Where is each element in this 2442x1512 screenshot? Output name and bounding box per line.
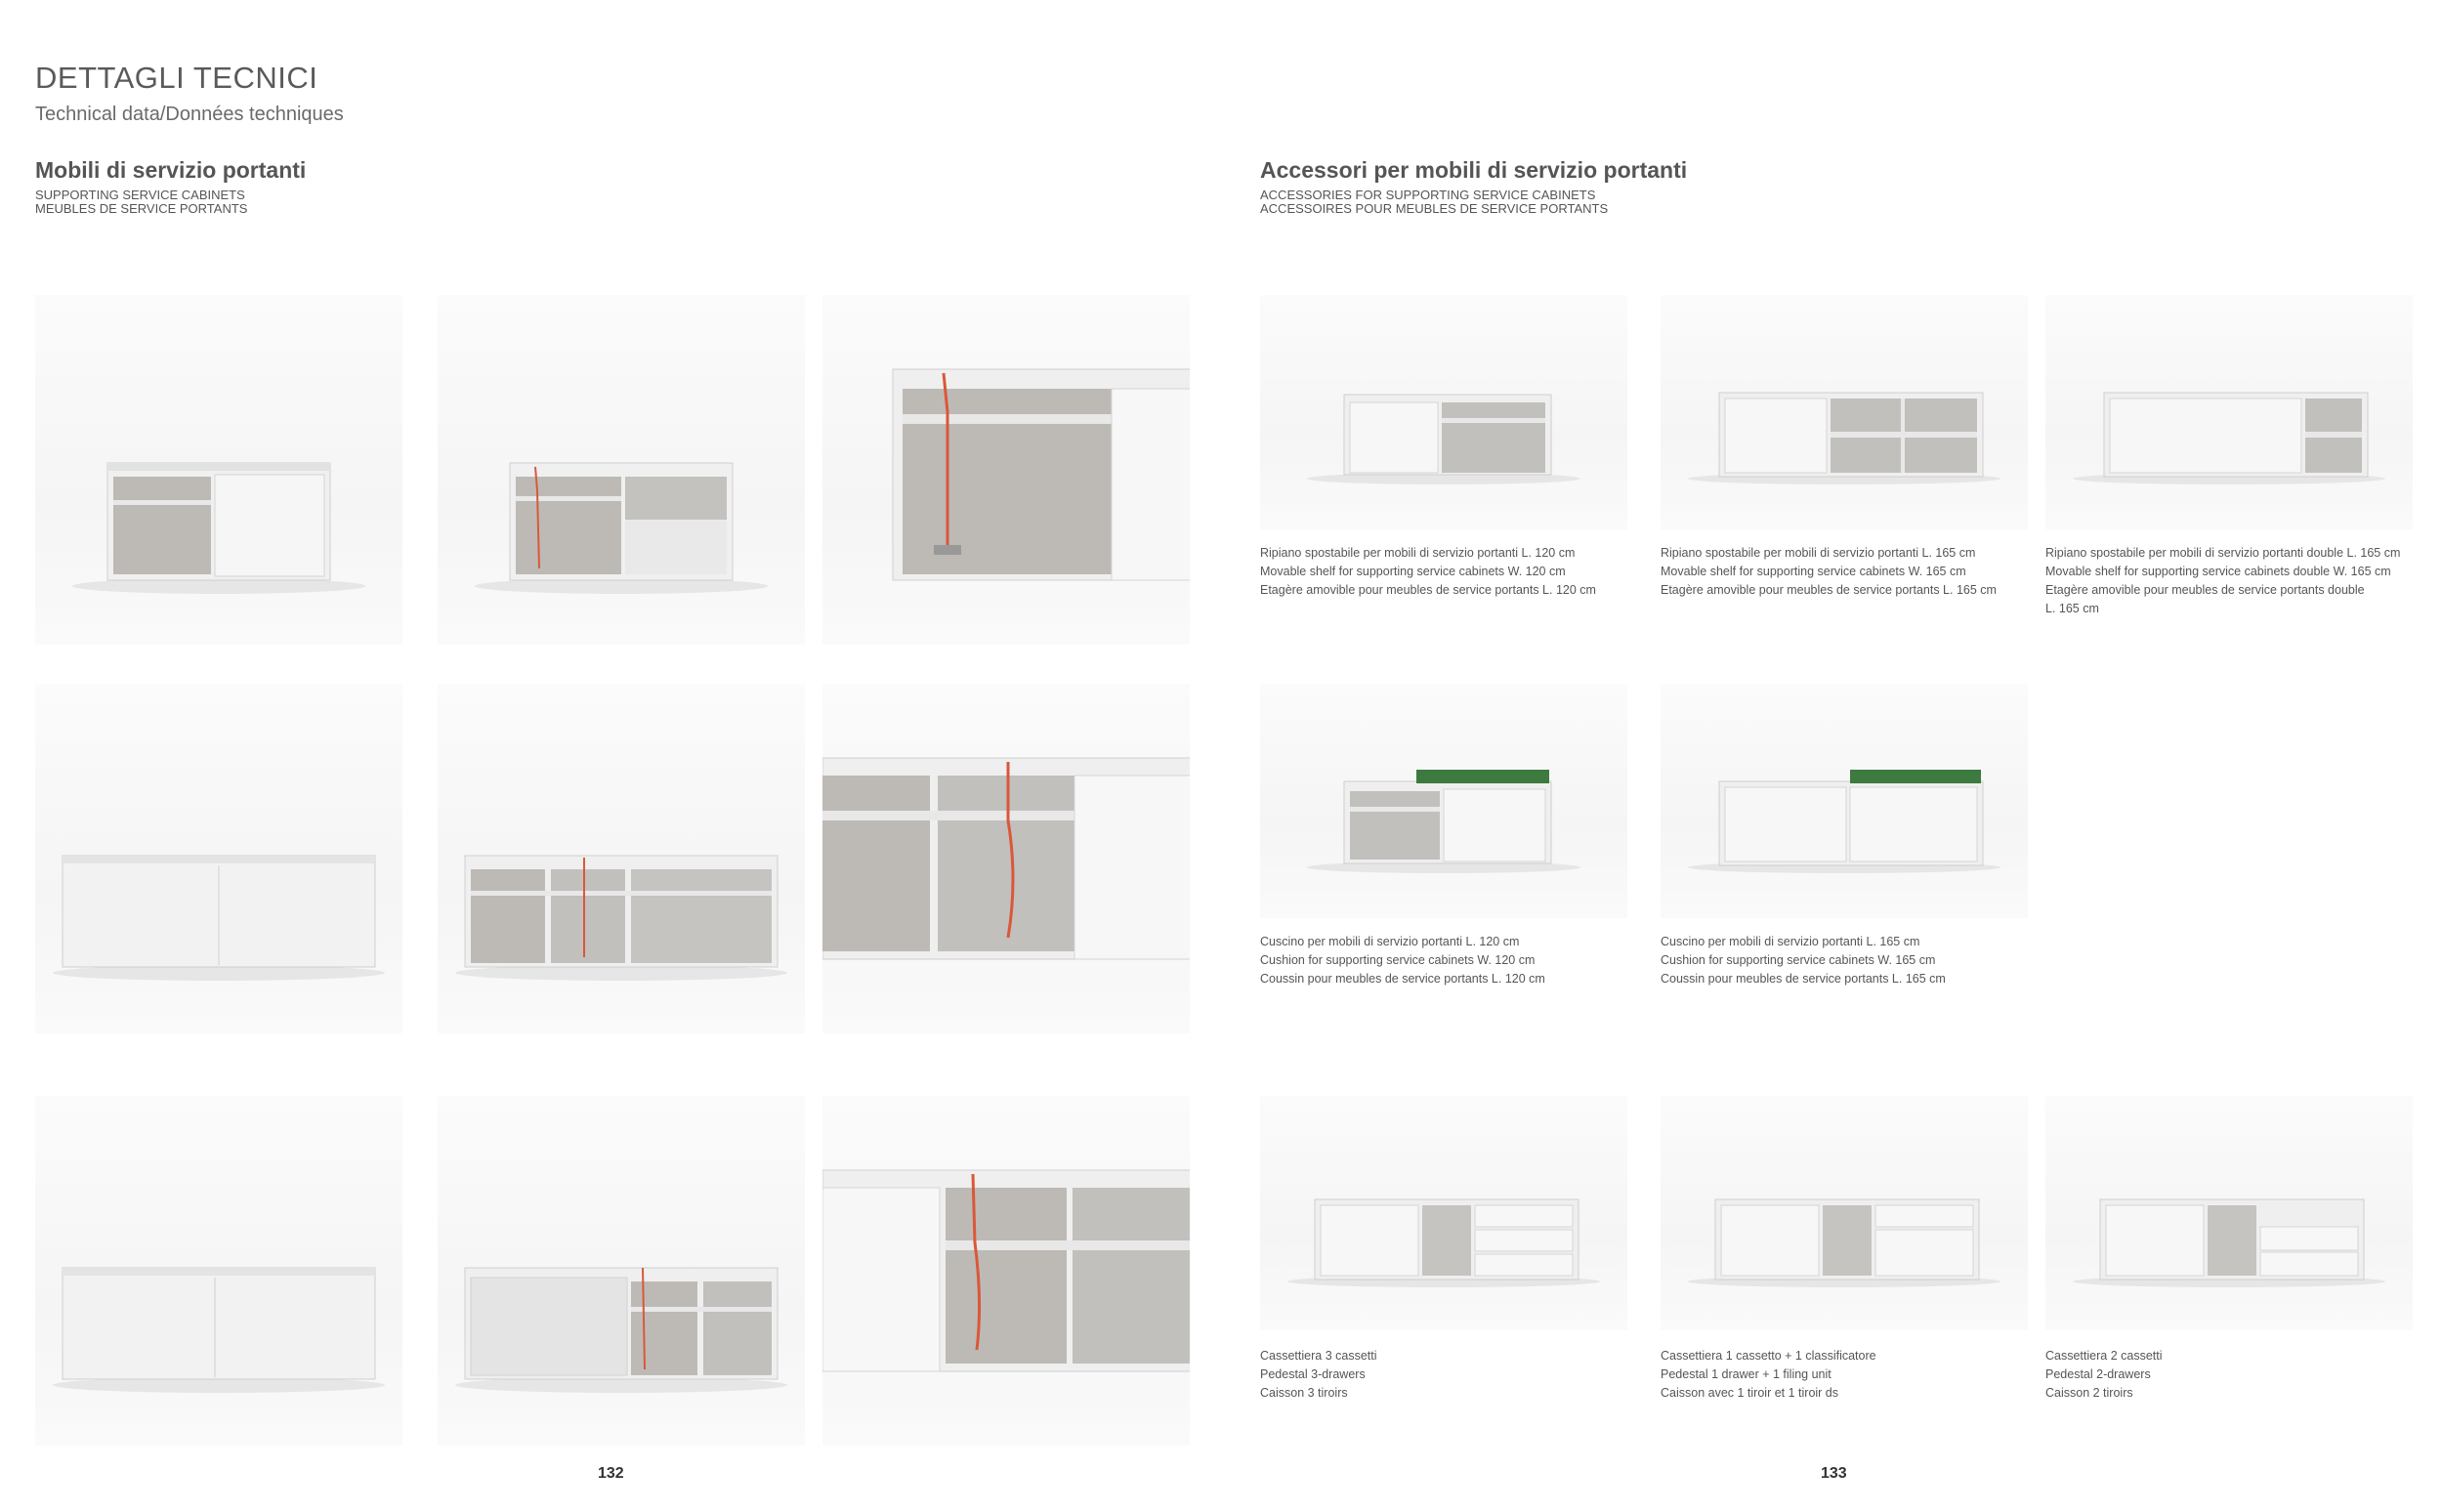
accessory-photo-shelf-double-165 [2045,295,2413,529]
left-section-title: Mobili di servizio portanti [35,157,307,183]
product-photo-cabinet-detail-cable [822,295,1190,645]
caption-shelf-165 [1661,544,1997,600]
caption-line: Movable shelf for supporting service cabinets double W. 165 cm [2045,565,2391,578]
page-title: DETTAGLI TECNICI [35,61,318,95]
caption-line: Pedestal 1 drawer + 1 filing unit [1661,1367,1832,1381]
page-subtitle: Technical data/Données techniques [35,104,344,125]
caption-line: Movable shelf for supporting service cabinets W. 165 cm [1661,565,1966,578]
product-photo-cabinet-165-open [438,684,805,1033]
page-number-right: 133 [1821,1465,1847,1482]
caption-line: Cushion for supporting service cabinets W. 120 cm [1260,953,1536,967]
caption-line: Pedestal 2-drawers [2045,1367,2151,1381]
caption-line: Coussin pour meubles de service portants L. 165 cm [1661,972,1946,986]
product-photo-cabinet-120-open-left [35,295,402,645]
caption-line: Ripiano spostabile per mobili di servizio portanti L. 120 cm [1260,546,1576,560]
product-photo-cabinet-double-detail [822,1096,1190,1446]
caption-shelf-double-165 [2045,544,2400,618]
right-section-subtitle-en: ACCESSORIES FOR SUPPORTING SERVICE CABINETS [1260,188,1596,202]
left-section-subtitle-fr: MEUBLES DE SERVICE PORTANTS [35,201,248,216]
caption-line: Cassettiera 2 cassetti [2045,1349,2163,1363]
caption-line: Etagère amovible pour meubles de service portants L. 120 cm [1260,583,1596,597]
product-photo-cabinet-double-closed [35,1096,402,1446]
caption-line: Cuscino per mobili di servizio portanti L. 165 cm [1661,935,1920,948]
caption-line: Movable shelf for supporting service cabinets W. 120 cm [1260,565,1566,578]
product-photo-cabinet-double-open [438,1096,805,1446]
caption-line: Caisson 2 tiroirs [2045,1386,2133,1400]
accessory-photo-cushion-165 [1661,684,2028,918]
caption-line: Caisson avec 1 tiroir et 1 tiroir ds [1661,1386,1839,1400]
left-section-subtitle-en: SUPPORTING SERVICE CABINETS [35,188,245,202]
caption-shelf-120 [1260,544,1596,600]
accessory-photo-cushion-120 [1260,684,1627,918]
accessory-photo-shelf-120 [1260,295,1627,529]
caption-line: Cassettiera 3 cassetti [1260,1349,1377,1363]
product-photo-cabinet-165-detail [822,684,1190,1033]
caption-line: Cushion for supporting service cabinets W. 165 cm [1661,953,1936,967]
caption-cushion-165 [1661,933,1946,988]
caption-pedestal-2-drawers [2045,1347,2163,1403]
caption-line: Ripiano spostabile per mobili di servizio portanti double L. 165 cm [2045,546,2401,560]
caption-cushion-120 [1260,933,1545,988]
caption-line: Etagère amovible pour meubles de service portants L. 165 cm [1661,583,1997,597]
accessory-photo-shelf-165 [1661,295,2028,529]
caption-line: Cuscino per mobili di servizio portanti L. 120 cm [1260,935,1520,948]
caption-line: Cassettiera 1 cassetto + 1 classificatore [1661,1349,1876,1363]
caption-line: Ripiano spostabile per mobili di servizio portanti L. 165 cm [1661,546,1976,560]
product-photo-cabinet-120-cable [438,295,805,645]
accessory-photo-pedestal-3-drawers [1260,1096,1627,1330]
caption-pedestal-drawer-filing [1661,1347,1876,1403]
caption-line: Pedestal 3-drawers [1260,1367,1366,1381]
right-section-title: Accessori per mobili di servizio portanti [1260,157,1688,183]
accessory-photo-pedestal-2-drawers [2045,1096,2413,1330]
caption-line: L. 165 cm [2045,602,2099,615]
accessory-photo-pedestal-drawer-filing [1661,1096,2028,1330]
page-number-left: 132 [598,1465,624,1482]
product-photo-cabinet-165-closed [35,684,402,1033]
right-section-subtitle-fr: ACCESSOIRES POUR MEUBLES DE SERVICE PORTANTS [1260,201,1609,216]
caption-line: Coussin pour meubles de service portants L. 120 cm [1260,972,1545,986]
caption-line: Etagère amovible pour meubles de service portants double [2045,583,2365,597]
caption-pedestal-3-drawers [1260,1347,1377,1403]
caption-line: Caisson 3 tiroirs [1260,1386,1348,1400]
